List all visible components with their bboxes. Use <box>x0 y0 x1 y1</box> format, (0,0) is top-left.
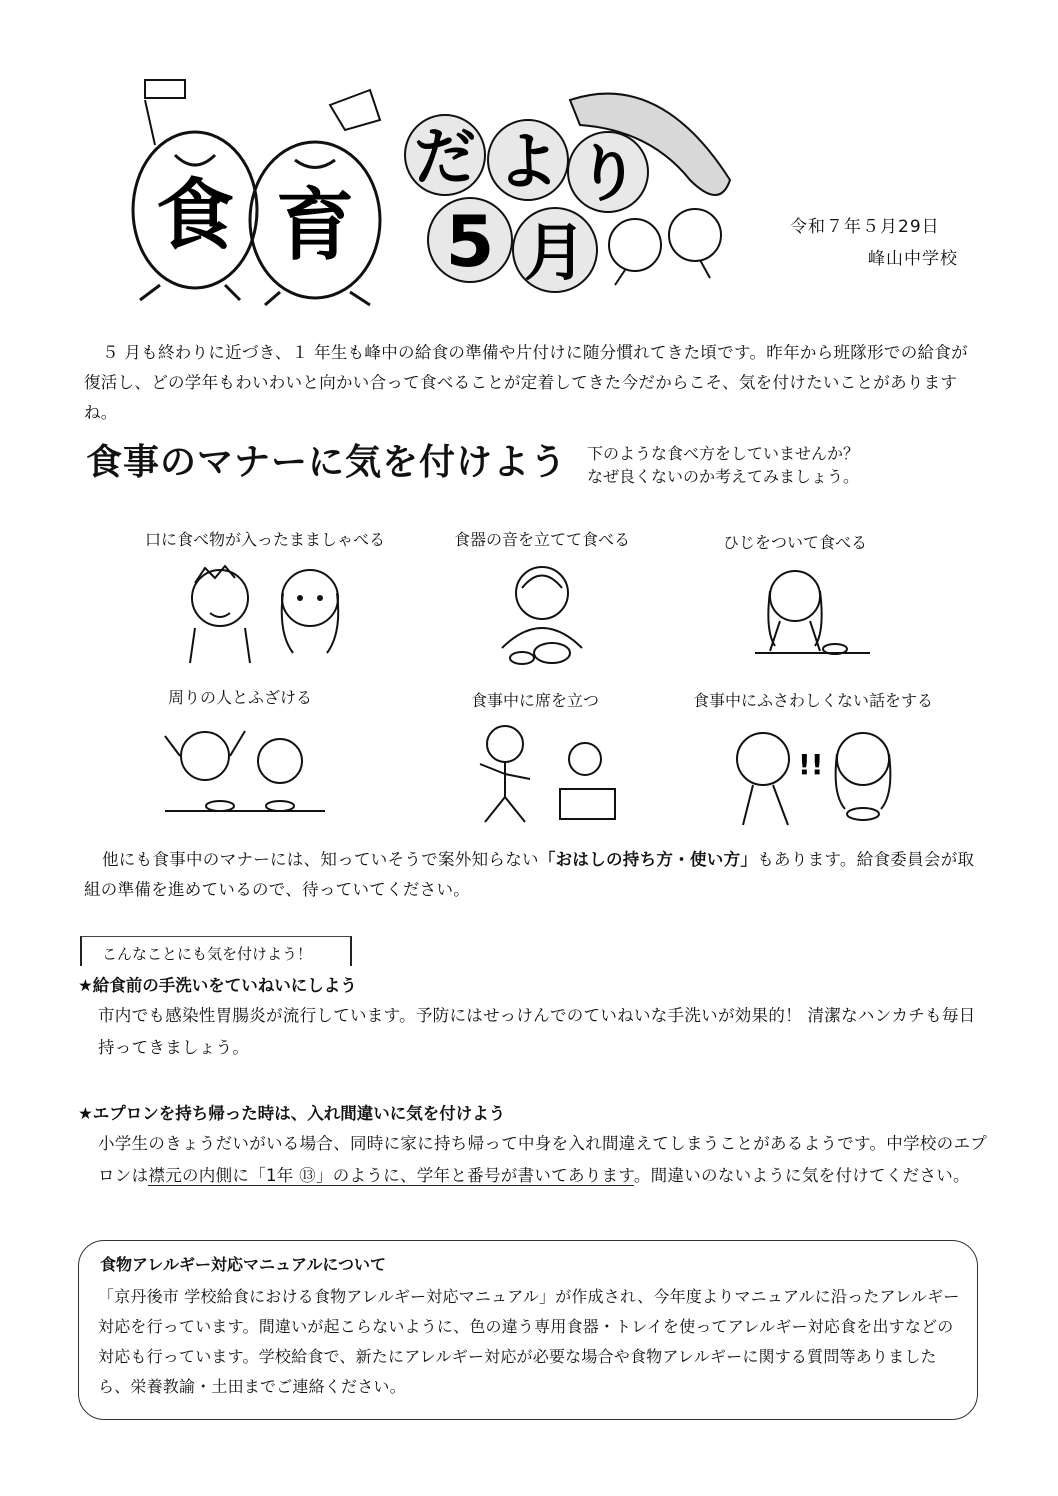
section2-title: ★エプロンを持ち帰った時は、入れ間違いに気を付けよう <box>78 1104 506 1123</box>
masthead-char-ri: り <box>576 137 640 210</box>
manner-caption: 口に食べ物が入ったまましゃべる <box>144 530 385 549</box>
heading-subtext-1: 下のような食べ方をしていませんか？ <box>587 444 860 463</box>
para2-after: もあります。給食委員会が取組の準備を進めているので、待っていてください。 <box>84 850 975 899</box>
notice-tag: こんなことにも気を付けよう！ <box>80 936 352 966</box>
intro-paragraph <box>84 338 984 428</box>
section1-title: ★給食前の手洗いをていねいにしよう <box>78 976 357 995</box>
section2-body-underlined: 襟元の内側に「1年 ⑬」のように、学年と番号が書いてあります <box>148 1166 634 1185</box>
manner-item <box>665 530 925 671</box>
masthead-char-iku: 育 <box>275 181 355 271</box>
manner-item <box>412 527 672 668</box>
chopsticks-paragraph <box>84 845 984 905</box>
masthead-char-shoku: 食 <box>155 171 235 261</box>
inappropriate-talk-illustration <box>703 719 923 829</box>
masthead-char-yo: よ <box>496 125 560 198</box>
masthead-char-month: 5 <box>445 201 495 283</box>
para2-before: 他にも食事中のマナーには、知っていそうで案外知らない <box>102 850 539 869</box>
manner-caption: 周りの人とふざける <box>167 688 312 707</box>
intro-text: ５ 月も終わりに近づき、１ 年生も峰中の給食の準備や片付けに随分慣れてきた頃です。昨年から班隊形での給食が復活し、どの学年もわいわいと向かい合って食べることが定着してきた今だからこそ、気を付けたいことがありますね。 <box>84 343 968 422</box>
masthead-char-gatsu: 月 <box>523 216 587 289</box>
manner-item <box>110 685 370 826</box>
horsing-around-illustration <box>140 716 340 826</box>
talking-with-mouth-full-illustration <box>165 558 365 668</box>
manner-item <box>683 688 943 829</box>
manner-caption: 食器の音を立てて食べる <box>453 530 630 549</box>
manner-item <box>405 688 665 829</box>
manner-caption: 食事中に席を立つ <box>470 691 599 710</box>
masthead-illustration <box>100 60 760 310</box>
heading-subtext-2: なぜ良くないのか考えてみましょう。 <box>587 467 860 486</box>
svg-text:!!: !! <box>798 748 824 781</box>
manner-caption: ひじをついて食べる <box>722 533 867 552</box>
section2-body-2: 。間違いのないように気を付けてください。 <box>633 1166 970 1185</box>
masthead-logo <box>100 60 760 310</box>
issue-date: 令和７年５月29日 <box>790 217 940 237</box>
manner-caption: 食事中にふさわしくない話をする <box>692 691 933 710</box>
school-name: 峰山中学校 <box>868 249 958 269</box>
noisy-dishes-illustration <box>442 558 642 668</box>
section2-body-1: 小学生のきょうだいがいる場合、同時に家に持ち帰って中身を入れ間違えてしまうことがあるようです。中学校のエプロンは <box>98 1134 988 1185</box>
allergy-title: 食物アレルギー対応マニュアルについて <box>100 1255 387 1274</box>
manner-item <box>135 527 395 668</box>
allergy-body: 「京丹後市 学校給食における食物アレルギー対応マニュアル」が作成され、今年度よりマニュアルに沿ったアレルギー対応を行っています。間違いが起こらないように、色の違う専用食器・トレイを使ってアレルギー対応食を出すなどの対応も行っています。学校給食で、新たにアレルギー対応が必要な場合や食物アレルギーに関する質問等ありましたら、栄養教諭・土田までご連絡ください。 <box>98 1287 960 1396</box>
masthead-char-da: だ <box>413 120 477 193</box>
section-heading: 食事のマナーに気を付けよう <box>86 442 568 483</box>
section2-body <box>98 1128 988 1192</box>
section1-body: 市内でも感染性胃腸炎が流行しています。予防にはせっけんでのていねいな手洗いが効果的！ 清潔なハンカチも毎日持ってきましょう。 <box>98 1006 976 1057</box>
elbows-on-table-illustration <box>695 561 895 671</box>
para2-bold: 「おはしの持ち方・使い方」 <box>538 850 758 869</box>
leaving-seat-illustration <box>435 719 635 829</box>
